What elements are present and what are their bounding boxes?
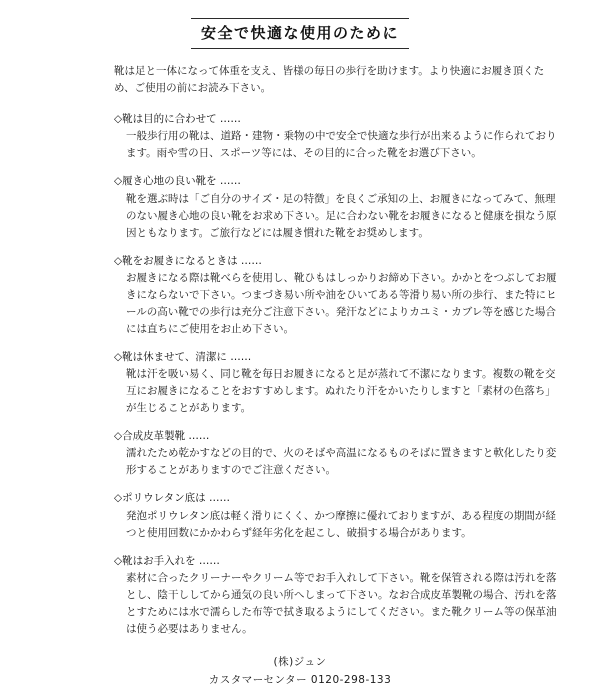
section-comfort: [18, 173, 582, 241]
section-body: お履きになる際は靴べらを使用し、靴ひもはしっかりお締め下さい。かかとをつぶしてお履きにならないで下さい。つまづき易い所や油をひいてある等滑り易い所の歩行、また特にヒールの高い靴での歩行は充分ご注意下さい。発汗などによりカユミ・カブレ等を感じた場合には直ちにご使用をお止め下さい。: [126, 271, 557, 335]
section-wearing: [18, 253, 582, 338]
customer-center-contact: カスタマーセンター 0120-298-133: [208, 673, 392, 686]
section-heading: ◇靴は休ませて、清潔に ……: [114, 350, 252, 363]
company-name: (株)ジュン: [273, 655, 327, 668]
section-synthetic-leather: [18, 428, 582, 479]
page-title: 安全で快適な使用のために: [191, 18, 409, 49]
section-heading: ◇ポリウレタン底は ……: [114, 492, 230, 505]
footer: [18, 654, 582, 690]
section-rest-clean: [18, 349, 582, 417]
section-purpose: [18, 111, 582, 162]
section-heading: ◇靴はお手入れを ……: [114, 554, 220, 567]
section-body: 一般歩行用の靴は、道路・建物・乗物の中で安全で快適な歩行が出来るように作られております。雨や雪の日、スポーツ等には、その目的に合った靴をお選び下さい。: [126, 130, 557, 160]
section-heading: ◇靴は目的に合わせて ……: [114, 113, 241, 125]
section-heading: ◇履き心地の良い靴を ……: [114, 175, 241, 188]
section-heading: ◇合成皮革製靴 ……: [114, 430, 210, 443]
section-care: [18, 553, 582, 638]
section-body: 素材に合ったクリーナーやクリーム等でお手入れして下さい。靴を保管される際は汚れを落とし、陰干ししてから通気の良い所へしまって下さい。なお合成皮革製靴の場合、汚れを落とすためには水で濡らした布等で拭き取るようにしてください。また靴クリーム等の保革油は使う必要はありません。: [126, 571, 557, 635]
title-container: [18, 18, 582, 49]
section-body: 発泡ポリウレタン底は軽く滑りにくく、かつ摩擦に優れておりますが、ある程度の期間が経つと使用回数にかかわらず経年劣化を起こし、破損する場合があります。: [126, 509, 556, 539]
section-body: 靴を選ぶ時は「ご自分のサイズ・足の特徴」を良くご承知の上、お履きになってみて、無理のない履き心地の良い靴をお求め下さい。足に合わない靴をお履きになると健康を損なう原因ともなります。ご旅行などには履き慣れた靴をお奨めします。: [126, 192, 557, 239]
section-polyurethane-sole: [18, 490, 582, 541]
intro-paragraph: 靴は足と一体になって体重を支え、皆様の毎日の歩行を助けます。より快適にお履き頂くため、ご使用の前にお読み下さい。: [114, 65, 545, 94]
section-body: 濡れたため乾かすなどの目的で、火のそばや高温になるものそばに置きますと軟化したり変形することがありますのでご注意ください。: [126, 447, 557, 477]
section-body: 靴は汗を吸い易く、同じ靴を毎日お履きになると足が蒸れて不潔になります。複数の靴を交互にお履きになることをおすすめします。ぬれたり汗をかいたりしますと「素材の色落ち」が生じることがあります。: [126, 368, 556, 415]
section-heading: ◇靴をお履きになるときは ……: [114, 254, 262, 267]
